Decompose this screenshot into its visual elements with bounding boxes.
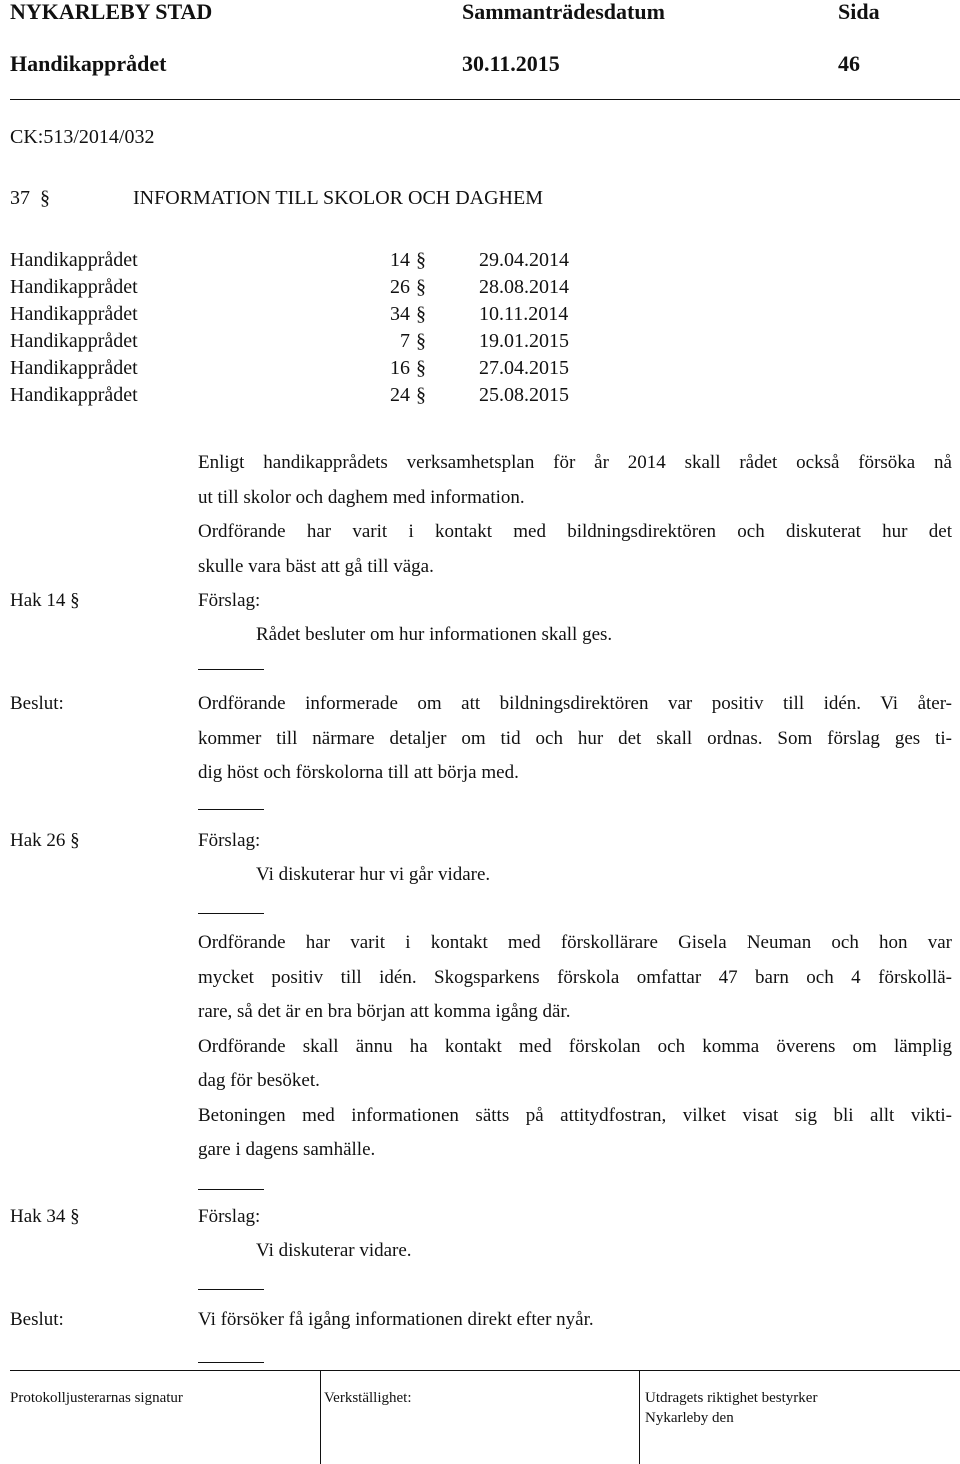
history-paragraph: 7 <box>400 330 410 352</box>
history-paragraph: 24 <box>390 384 410 406</box>
intro-paragraph <box>198 446 952 584</box>
intro-line: Enligt handikapprådets verksamhetsplan för år 2014 skall rådet också försöka nå <box>198 452 952 473</box>
text-line: Ordförande har varit i kontakt med förskollärare Gisela Neuman och hon var <box>198 932 952 953</box>
history-body: Handikapprådet <box>10 330 138 352</box>
section-symbol: § <box>416 357 426 379</box>
text-line: dag för besöket. <box>198 1070 320 1091</box>
history-paragraph: 34 <box>390 303 410 325</box>
footer-rule <box>10 1370 960 1371</box>
history-paragraph: 14 <box>390 249 410 271</box>
decision-line: dig höst och förskolorna till att börja med. <box>198 762 519 783</box>
history-body: Handikapprådet <box>10 249 138 271</box>
hak26-label: Hak 26 § <box>10 830 80 851</box>
history-date: 28.08.2014 <box>479 276 569 298</box>
history-date: 27.04.2015 <box>479 357 569 379</box>
history-date: 19.01.2015 <box>479 330 569 352</box>
text-line: gare i dagens samhälle. <box>198 1139 376 1160</box>
hak14-decision <box>198 687 952 791</box>
text-line: mycket positiv till idén. Skogsparkens förskola omfattar 47 barn och 4 förskollä- <box>198 966 952 988</box>
separator <box>198 1189 264 1190</box>
history-body: Handikapprådet <box>10 276 138 298</box>
case-number: CK:513/2014/032 <box>10 126 155 148</box>
decision-line: kommer till närmare detaljer om tid och hur det skall ordnas. Som förslag ges ti- <box>198 727 952 749</box>
separator <box>198 913 264 914</box>
page-number: 46 <box>838 51 860 76</box>
history-paragraph: 16 <box>390 357 410 379</box>
section-symbol: § <box>416 330 426 352</box>
meeting-date: 30.11.2015 <box>462 51 560 76</box>
hak14-beslut-label: Beslut: <box>10 693 64 714</box>
section-symbol: § <box>416 276 426 298</box>
header-rule <box>10 99 960 100</box>
hak14-label: Hak 14 § <box>10 590 80 611</box>
hak14-proposal: Rådet besluter om hur informationen skall ges. <box>256 624 613 645</box>
history-date: 25.08.2015 <box>479 384 569 406</box>
section-symbol: § <box>40 187 50 209</box>
hak34-decision: Vi försöker få igång informationen direkt efter nyår. <box>198 1309 594 1330</box>
section-symbol: § <box>416 384 426 406</box>
history-body: Handikapprådet <box>10 357 138 379</box>
history-body: Handikapprådet <box>10 384 138 406</box>
item-title: INFORMATION TILL SKOLOR OCH DAGHEM <box>133 187 543 209</box>
separator <box>198 809 264 810</box>
meeting-date-label: Sammanträdesdatum <box>462 0 665 24</box>
intro-line: ut till skolor och daghem med information. <box>198 486 525 508</box>
hak14-forslag-label: Förslag: <box>198 590 261 611</box>
extract-label: Utdragets riktighet bestyrker <box>645 1390 818 1406</box>
separator <box>198 1289 264 1290</box>
decision-line: Ordförande informerade om att bildningsdirektören var positiv till idén. Vi åter- <box>198 693 952 714</box>
history-paragraph: 26 <box>390 276 410 298</box>
text-line: Ordförande skall ännu ha kontakt med förskolan och komma överens om lämplig <box>198 1035 952 1057</box>
text-line: rare, så det är en bra början att komma igång där. <box>198 1001 571 1022</box>
footer-divider <box>639 1371 640 1464</box>
text-line: Betoningen med informationen sätts på attitydfostran, vilket visat sig bli allt vikti- <box>198 1104 952 1126</box>
item-number: 37 <box>10 187 30 209</box>
extract-place: Nykarleby den <box>645 1410 734 1426</box>
history-date: 29.04.2014 <box>479 249 569 271</box>
page-label: Sida <box>838 0 880 24</box>
hak34-forslag-label: Förslag: <box>198 1206 261 1227</box>
signature-label: Protokolljusterarnas signatur <box>10 1390 183 1406</box>
hak34-proposal: Vi diskuterar vidare. <box>256 1240 412 1261</box>
hak26-proposal: Vi diskuterar hur vi går vidare. <box>256 864 491 885</box>
footer-divider <box>320 1371 321 1464</box>
section-symbol: § <box>416 303 426 325</box>
hak26-text <box>198 926 952 1168</box>
separator <box>198 669 264 670</box>
execution-label: Verkställighet: <box>324 1390 412 1406</box>
intro-line: Ordförande har varit i kontakt med bildningsdirektören och diskuterat hur det <box>198 521 952 542</box>
hak26-forslag-label: Förslag: <box>198 830 261 851</box>
history-date: 10.11.2014 <box>479 303 569 325</box>
history-body: Handikapprådet <box>10 303 138 325</box>
intro-line: skulle vara bäst att gå till väga. <box>198 555 434 577</box>
hak34-beslut-label: Beslut: <box>10 1309 64 1330</box>
separator <box>198 1362 264 1363</box>
org-name: NYKARLEBY STAD <box>10 0 213 24</box>
section-symbol: § <box>416 249 426 271</box>
hak34-label: Hak 34 § <box>10 1206 80 1227</box>
body-name: Handikapprådet <box>10 51 167 76</box>
